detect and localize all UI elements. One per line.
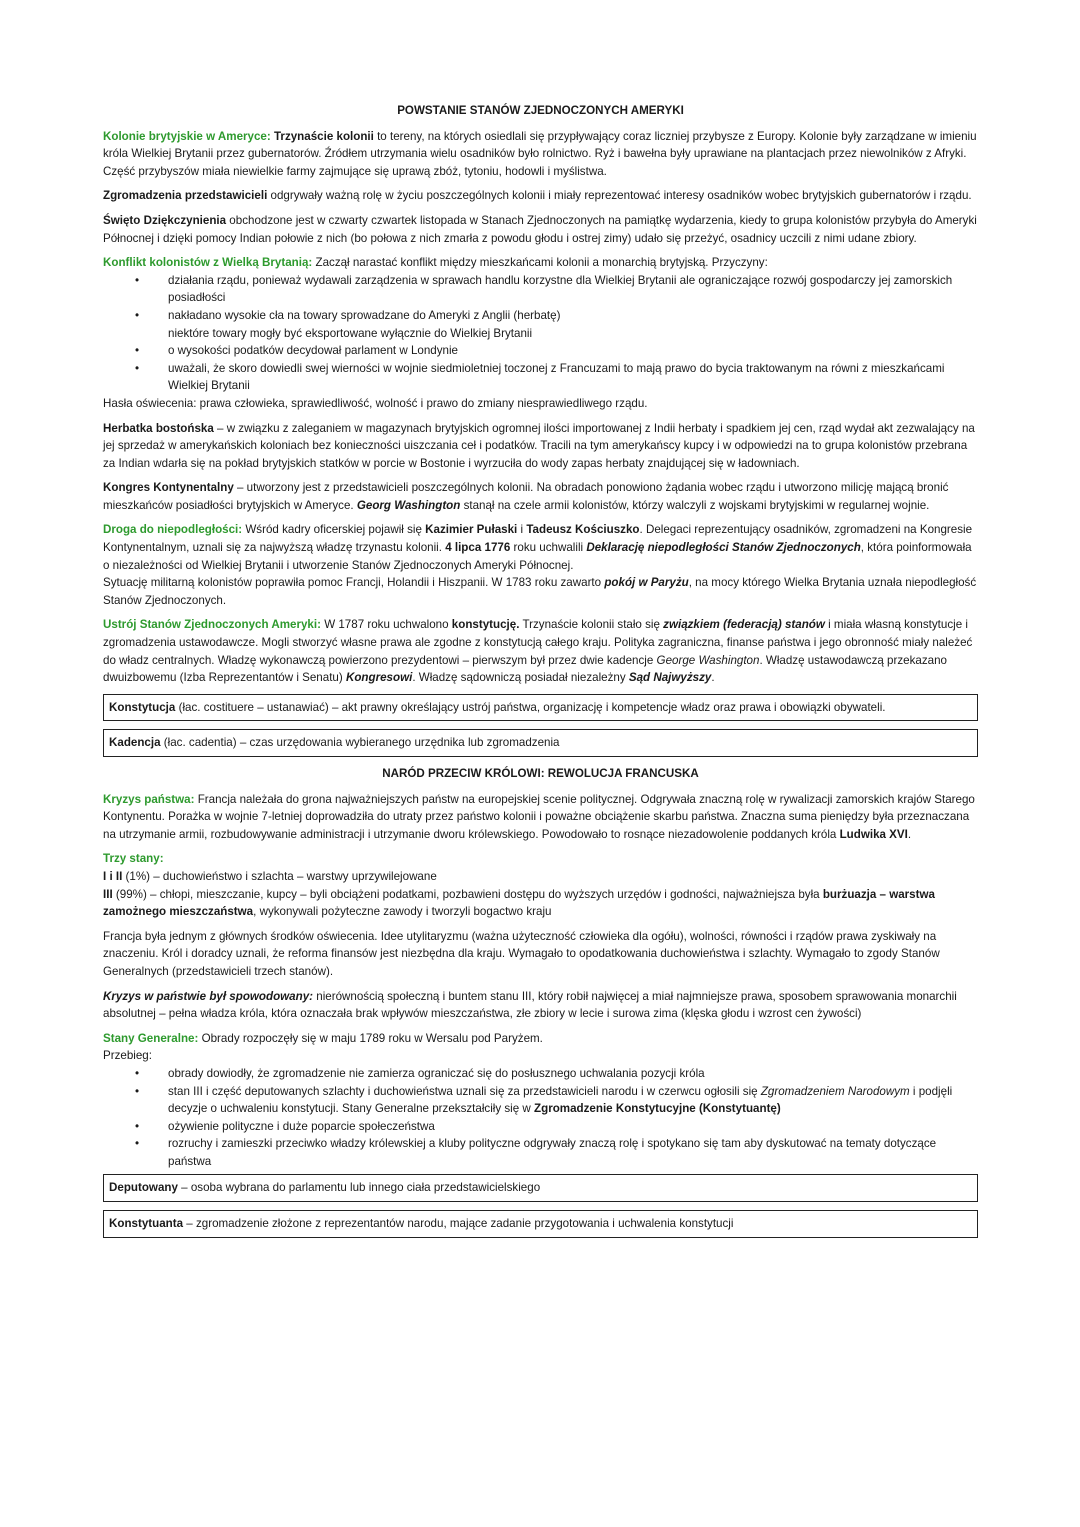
definition-box-konstytuanta: [103, 1210, 978, 1238]
text-swieto: obchodzone jest w czwarty czwartek listopada w Stanach Zjednoczonych na pamiątkę wydarzenia, kiedy to grupa kolonistów przybyła do Ameryki Północnej i dzięki pomocy Indian połowie z nich (bo połowa z nich zmarła z powodu głodu i ostrej zimy) udało się przeżyć, osadnicy uczcili z nimi udane zbiory.: [103, 213, 977, 245]
heading-generalne: Stany Generalne:: [103, 1031, 199, 1045]
term-pulaski: Kazimier Pułaski: [425, 523, 518, 537]
term-zgromadzenie-narodowe: Zgromadzeniem Narodowym: [760, 1084, 910, 1098]
heading-kryzys: Kryzys państwa:: [103, 792, 195, 806]
paragraph-generalne: [103, 1030, 978, 1065]
paragraph-francja: Francja była jednym z głównych środków oświecenia. Idee utylitaryzmu (ważna użyteczność człowieka dla ogółu), wolności, równości i rządów prawa zyskiwały na znaczeniu. Król i doradcy uznali, że reforma finansów jest niezbędna dla kraju. Wymagało to opodatkowania duchowieństwa i szlachty. Wymagało to zgody Stanów Generalnych (przedstawicieli trzech stanów).: [103, 929, 940, 978]
definition-box-deputowany: [103, 1174, 978, 1202]
list-item: • nakładano wysokie cła na towary sprowadzane do Ameryki z Anglii (herbatę): [103, 307, 978, 325]
term-kryzys-spowodowany: Kryzys w państwie był spowodowany:: [103, 989, 314, 1003]
term-kongres: Kongresowi: [345, 671, 413, 685]
term-sad-najwyzszy: Sąd Najwyższy: [628, 671, 712, 685]
term-date-1776: 4 lipca 1776: [445, 541, 511, 555]
text-droga-4: roku uchwalili: [510, 541, 587, 555]
paragraph-hasla: Hasła oświecenia: prawa człowieka, sprawiedliwość, wolność i prawo do zmiany niesprawiedliwego rządu.: [103, 396, 648, 410]
paragraph-kryzys: [103, 791, 978, 844]
text-kolonie: to tereny, na których osiedlali się przypływający coraz liczniej przybysze z Europy. Kolonie były zarządzane w imieniu króla Wielkiej Brytanii przez gubernatorów. Źródłem utrzymania wielu osadników było rolnictwo. Ryż i bawełna były uprawiane na plantacjach przez niewolników z Afryki. Część przybyszów miała niewielkie farmy zajmujące się uprawą zbóż, tytoniu, hodowli i myślistwa.: [103, 129, 977, 178]
document-page: [103, 102, 978, 1246]
text-herbatka: – w związku z zaleganiem w magazynach brytyjskich ogromnej ilości importowanej z Indii herbaty i spadkiem jej cen, rząd wydał akt zezwalający na jej sprzedaż w amerykańskich koloniach bez konieczności uiszczania ceł i podatków. Tracili na tym amerykańscy kupcy i w odpowiedzi na to grupa kolonistów przebrana za Indian wdarła się na pokład brytyjskich statków w porcie w Bostonie i wyrzuciła do wody zapas herbaty znajdującej się w ładowniach.: [103, 421, 975, 470]
term-herbatka: Herbatka bostońska: [103, 421, 214, 435]
list-item: • uważali, że skoro dowiedli swej wierności w wojnie siedmioletniej toczonej z Francuzami to mają prawo do bycia traktowanym na równi z mieszkańcami Wielkiej Brytanii: [103, 360, 978, 395]
list-item: • o wysokości podatków decydował parlament w Londynie: [103, 342, 978, 360]
text-spowodowany: nierównością społeczną i buntem stanu III, który robił najwięcej a miał najmniejsze prawa, sposobem sprawowania monarchii absolutnej – pełna władza króla, która oznaczała brak wpływów mieszczaństwa, złe zbiory w lecie i surowa zima (klęska głodu i wzrost cen żywości): [103, 989, 957, 1021]
label-przebieg: Przebieg:: [103, 1049, 152, 1063]
section-title-france: NARÓD PRZECIW KRÓLOWI: REWOLUCJA FRANCUSKA: [382, 767, 699, 780]
term-konstytuante: Zgromadzenie Konstytucyjne (Konstytuantę): [534, 1102, 781, 1116]
paragraph-stany: [103, 850, 978, 920]
term-burzuazja: burżuazja – warstwa zamożnego mieszczaństwa: [103, 887, 935, 919]
term-pokoj-paryz: pokój w Paryżu: [604, 576, 689, 590]
text-ustroj-2: Trzynaście kolonii stało się: [519, 618, 664, 632]
text-droga-3: . Delegaci reprezentujący osadników, zgromadzeni na Kongresie Kontynentalnym, uznali się za najwyższą władzę trzynastu kolonii.: [103, 523, 973, 555]
term-konstytucja: Konstytucja: [109, 700, 176, 714]
text-ustroj-1: W 1787 roku uchwalono: [320, 618, 452, 632]
text-konflikt: Zaczął narastać konflikt między mieszkańcami kolonii a monarchią brytyjską. Przyczyny:: [312, 256, 768, 270]
paragraph-herbatka: [103, 420, 978, 473]
text-def-deputowany: – osoba wybrana do parlamentu lub innego ciała przedstawicielskiego: [177, 1181, 541, 1195]
text-ustroj-5: . Władzę sądowniczą posiadał niezależny: [412, 671, 629, 685]
list-item: [103, 1083, 978, 1118]
text-def-kadencja: (łac. cadentia) – czas urzędowania wybieranego urzędnika lub zgromadzenia: [160, 736, 560, 750]
list-item: • działania rządu, ponieważ wydawali zarządzenia w sprawach handlu korzystne dla Wielkiej Brytanii ale ograniczające rozwój gospodarczy jej zamorskich posiadłości: [103, 272, 978, 307]
term-zgromadzenia: Zgromadzenia przedstawicieli: [103, 189, 268, 203]
definition-box-konstytucja: [103, 694, 978, 722]
term-washington: Georg Washington: [356, 498, 461, 512]
paragraph-konflikt: [103, 254, 978, 272]
term-swieto: Święto Dziękczynienia: [103, 213, 227, 227]
text-droga-7: , na mocy którego Wielka Brytania uznała niepodległość Stanów Zjednoczonych.: [103, 576, 977, 607]
heading-droga: Droga do niepodległości:: [103, 523, 243, 537]
list-item: • rozruchy i zamieszki przeciwko władzy królewskiej a kluby polityczne odgrywały znaczą rolę i spotykano się tam aby dyskutować na tematy dotyczące państwa: [103, 1135, 978, 1170]
text-item2-2: i podjęli decyzje o uchwaleniu konstytucji. Stany Generalne przekształciły się w: [168, 1084, 953, 1116]
text-zgromadzenia: odgrywały ważną rolę w życiu poszczególnych kolonii i miały reprezentować interesy osadników wobec brytyjskich gubernatorów i rządu.: [267, 189, 972, 203]
paragraph-zgromadzenia: [103, 187, 978, 205]
heading-kolonie: Kolonie brytyjskie w Ameryce:: [103, 129, 271, 143]
text-droga-6: Sytuację militarną kolonistów poprawiła pomoc Francji, Holandii i Hiszpanii. W 1783 roku zawarto: [103, 576, 605, 590]
text-droga-1: Wśród kadry oficerskiej pojawił się: [242, 523, 426, 537]
text-stany-1: (1%) – duchowieństwo i szlachta – warstwy uprzywilejowane: [122, 869, 437, 883]
list-item: • obrady dowiodły, że zgromadzenie nie zamierza ograniczać się do posłusznego uchwalania pozycji króla: [103, 1065, 978, 1083]
term-stan-3: III: [103, 887, 113, 901]
term-konstytucje: konstytucję.: [451, 618, 520, 632]
term-stan-1-2: I i II: [103, 869, 123, 883]
paragraph-ustroj: [103, 616, 978, 686]
text-kryzys-1: Francja należała do grona najważniejszych państw na europejskiej scenie politycznej. Odgrywała znaczną rolę w rywalizacji zamorskich krajów Starego Kontynentu. Porażka w wojnie 7-letniej doprowadziła do utraty przez państwo kolonii i poważne obciążenie skarbu państwa. Znaczna suma pieniędzy była przeznaczana na utrzymanie armii, rozbudowywanie administracji i utrzymanie dworu królewskiego. Powodowało to rosnące niezadowolenie poddanych króla: [103, 792, 975, 841]
section-title-usa: POWSTANIE STANÓW ZJEDNOCZONYCH AMERYKI: [397, 104, 684, 117]
list-item: • ożywienie polityczne i duże poparcie społeczeństwa: [103, 1118, 978, 1136]
text-ustroj-4: . Władzę ustawodawczą przekazano dwuizbowemu (Izba Reprezentantów i Senatu): [103, 653, 947, 685]
term-kosciuszko: Tadeusz Kościuszko: [526, 523, 640, 537]
paragraph-kongres: [103, 479, 978, 514]
text-def-konstytucja: (łac. costituere – ustanawiać) – akt prawny określający ustrój państwa, organizację i kompetencje władz oraz prawa i obowiązki obywateli.: [175, 700, 886, 714]
term-george-washington: George Washington: [656, 653, 760, 667]
text-def-konstytuanta: – zgromadzenie złożone z reprezentantów narodu, mające zadanie przygotowania i uchwalenia konstytucji: [183, 1217, 734, 1231]
paragraph-droga: [103, 521, 978, 609]
term-konstytuanta: Konstytuanta: [109, 1217, 184, 1231]
text-droga-5: , która poinformowała o niezależności od Wielkiej Brytanii i utworzenie Stanów Zjednoczonych Ameryki Północnej.: [103, 541, 972, 572]
heading-konflikt: Konflikt kolonistów z Wielką Brytanią:: [103, 256, 313, 270]
heading-stany: Trzy stany:: [103, 852, 164, 866]
list-item: niektóre towary mogły być eksportowane wyłącznie do Wielkiej Brytanii: [168, 326, 533, 340]
text-kryzys-2: .: [907, 827, 912, 841]
term-trzynascie-kolonii: Trzynaście kolonii: [273, 129, 374, 143]
term-ludwik: Ludwika XVI: [839, 827, 908, 841]
przebieg-list: [103, 1065, 978, 1171]
term-kongres: Kongres Kontynentalny: [103, 481, 234, 495]
konflikt-list: [103, 272, 978, 395]
text-ustroj-3: i miała własną konstytucje i zgromadzenia ustawodawcze. Mogli stworzyć własne prawa ale zgodne z konstytucją całego kraju. Polityka zagraniczna, finanse państwa i jego obronność miały należeć do władz centralnych. Władzę wykonawczą powierzono prezydentowi – pierwszym był przez dwie kadencje: [103, 618, 973, 667]
term-deklaracja: Deklarację niepodległości Stanów Zjednoczonych: [586, 541, 861, 555]
text-ustroj-6: .: [711, 671, 715, 685]
text-item2-1: stan III i część deputowanych szlachty i duchowieństwa uznali się za przedstawicieli narodu i w czerwcu ogłosili się: [168, 1084, 761, 1098]
heading-ustroj: Ustrój Stanów Zjednoczonych Ameryki:: [103, 618, 321, 632]
text-kongres-2: stanął na czele armii kolonistów, którzy walczyli z wojskami brytyjskimi w regularnej wojnie.: [460, 498, 930, 512]
text-stany-3: , wykonywali pożyteczne zawody i tworzyli bogactwo kraju: [253, 905, 552, 919]
paragraph-kolonie: [103, 128, 978, 181]
text-generalne: Obrady rozpoczęły się w maju 1789 roku w Wersalu pod Paryżem.: [198, 1031, 543, 1045]
paragraph-spowodowany: [103, 988, 978, 1023]
term-kadencja: Kadencja: [109, 736, 161, 750]
paragraph-swieto: [103, 212, 978, 247]
term-deputowany: Deputowany: [109, 1181, 178, 1195]
term-federacja: związkiem (federacją) stanów: [663, 618, 825, 632]
definition-box-kadencja: [103, 729, 978, 757]
text-kongres-1: – utworzony jest z przedstawicieli poszczególnych kolonii. Na obradach ponowiono żądania wobec rządu i utworzono milicję mającą bronić mieszkańców posiadłości brytyjskich w Ameryce.: [103, 481, 949, 512]
text-droga-2: i: [517, 523, 527, 537]
text-stany-2: (99%) – chłopi, mieszczanie, kupcy – byli obciążeni podatkami, pozbawieni dostępu do wyższych urzędów i godności, najważniejsza była: [112, 887, 823, 901]
